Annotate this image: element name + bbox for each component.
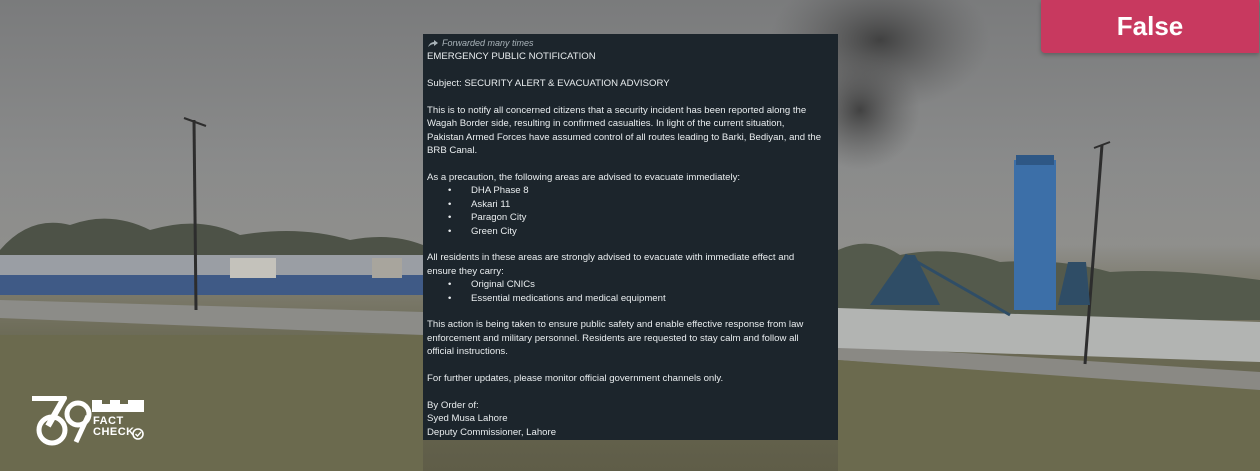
carry-list-item: • Essential medications and medical equipment [448,292,666,304]
message-title: EMERGENCY PUBLIC NOTIFICATION [427,51,596,63]
carry-list-item: • Original CNICs [448,279,535,291]
area-list-item: • Green City [448,225,517,237]
forward-icon [427,40,439,48]
paragraph-line: This is to notify all concerned citizens that a security incident has been reported along the [427,105,807,116]
verdict-badge: False [1041,0,1259,53]
signature-line: Syed Musa Lahore [427,413,508,425]
signature-line: Deputy Commissioner, Lahore [427,426,557,438]
message-subject: Subject: SECURITY ALERT & EVACUATION ADVISORY [427,78,670,90]
updates-line: For further updates, please monitor official government channels only. [427,373,724,385]
logo-text [93,416,135,438]
forwarded-message [423,34,838,440]
fact-check-logo [30,396,146,448]
forwarded-label: Forwarded many times [442,38,534,48]
signature-line: By Order of: [427,399,479,411]
precaution-intro: As a precaution, the following areas are advised to evacuate immediately: [427,172,741,184]
paragraph-line: Pakistan Armed Forces have assumed control of all routes leading to Barki, Bediyan, and the [427,131,822,143]
logo-text-check: CHECK [93,426,135,438]
paragraph-line: Wagah Border side, resulting in confirmed casualties. In light of the current situation, [427,118,785,130]
forwarded-indicator [427,37,838,50]
area-list-item: • Askari 11 [448,198,511,210]
paragraph-line: official instructions. [427,346,508,358]
paragraph-line: All residents in these areas are strongly advised to evacuate with immediate effect and [427,252,795,264]
paragraph-line: enforcement and military personnel. Residents are requested to stay calm and follow all [427,332,799,344]
area-list-item: • Paragon City [448,212,527,224]
logo-text-fact: FACT [93,415,124,427]
paragraph-line: BRB Canal. [427,145,478,157]
paragraph-line: This action is being taken to ensure public safety and enable effective response from law [427,319,804,331]
paragraph-line: ensure they carry: [427,265,504,277]
area-list-item: • DHA Phase 8 [448,185,529,197]
